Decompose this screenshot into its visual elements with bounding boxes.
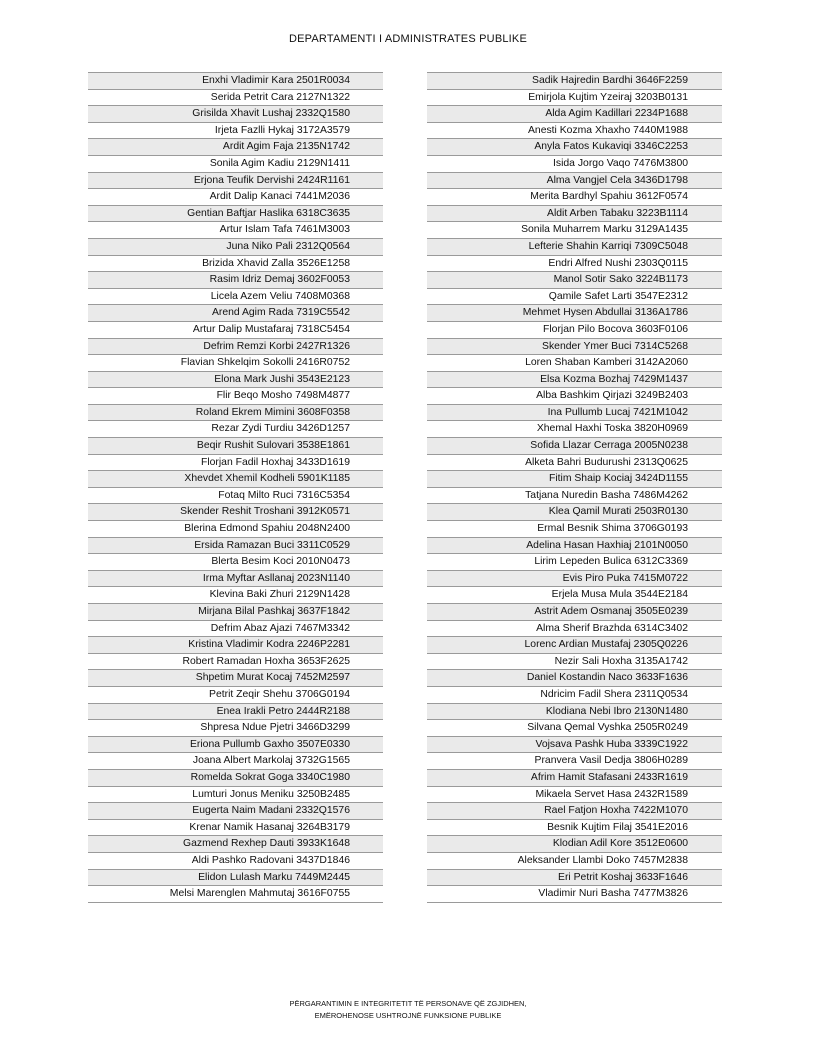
list-item: Klodian Adil Kore 3512E0600 (427, 836, 722, 853)
list-item: Joana Albert Markolaj 3732G1565 (88, 753, 383, 770)
list-item: Eri Petrit Koshaj 3633F1646 (427, 870, 722, 887)
list-item: Klodiana Nebi Ibro 2130N1480 (427, 704, 722, 721)
list-item: Ndricim Fadil Shera 2311Q0534 (427, 687, 722, 704)
list-item: Anesti Kozma Xhaxho 7440M1988 (427, 123, 722, 140)
list-item: Artur Islam Tafa 7461M3003 (88, 222, 383, 239)
list-item: Aldi Pashko Radovani 3437D1846 (88, 853, 383, 870)
list-item: Tatjana Nuredin Basha 7486M4262 (427, 488, 722, 505)
list-item: Erjona Teufik Dervishi 2424R1161 (88, 173, 383, 190)
footer-line-2: EMËROHENOSE USHTROJNË FUNKSIONE PUBLIKE (314, 1011, 502, 1020)
list-item: Elona Mark Jushi 3543E2123 (88, 372, 383, 389)
list-item: Mikaela Servet Hasa 2432R1589 (427, 787, 722, 804)
list-item: Ermal Besnik Shima 3706G0193 (427, 521, 722, 538)
list-item: Endri Alfred Nushi 2303Q0115 (427, 256, 722, 273)
list-item: Mehmet Hysen Abdullai 3136A1786 (427, 305, 722, 322)
list-item: Brizida Xhavid Zalla 3526E1258 (88, 256, 383, 273)
list-item: Evis Piro Puka 7415M0722 (427, 571, 722, 588)
list-item: Beqir Rushit Sulovari 3538E1861 (88, 438, 383, 455)
list-item: Klea Qamil Murati 2503R0130 (427, 504, 722, 521)
list-item: Fotaq Milto Ruci 7316C5354 (88, 488, 383, 505)
list-item: Irma Myftar Asllanaj 2023N1140 (88, 571, 383, 588)
list-item: Rezar Zydi Turdiu 3426D1257 (88, 421, 383, 438)
list-item: Emirjola Kujtim Yzeiraj 3203B0131 (427, 90, 722, 107)
list-item: Merita Bardhyl Spahiu 3612F0574 (427, 189, 722, 206)
list-item: Sofida Llazar Cerraga 2005N0238 (427, 438, 722, 455)
list-item: Ardit Dalip Kanaci 7441M2036 (88, 189, 383, 206)
list-item: Ina Pullumb Lucaj 7421M1042 (427, 405, 722, 422)
list-item: Vojsava Pashk Huba 3339C1922 (427, 737, 722, 754)
list-item: Krenar Namik Hasanaj 3264B3179 (88, 820, 383, 837)
list-item: Arend Agim Rada 7319C5542 (88, 305, 383, 322)
list-item: Aldit Arben Tabaku 3223B1114 (427, 206, 722, 223)
right-name-list (427, 72, 722, 903)
list-item: Erjela Musa Mula 3544E2184 (427, 587, 722, 604)
list-item: Sonila Agim Kadiu 2129N1411 (88, 156, 383, 173)
list-item: Robert Ramadan Hoxha 3653F2625 (88, 654, 383, 671)
list-item: Alba Bashkim Qirjazi 3249B2403 (427, 388, 722, 405)
list-item: Romelda Sokrat Goga 3340C1980 (88, 770, 383, 787)
list-item: Lirim Lepeden Bulica 6312C3369 (427, 554, 722, 571)
list-item: Vladimir Nuri Basha 7477M3826 (427, 886, 722, 903)
list-item: Nezir Sali Hoxha 3135A1742 (427, 654, 722, 671)
list-item: Defrim Remzi Korbi 2427R1326 (88, 339, 383, 356)
list-item: Kristina Vladimir Kodra 2246P2281 (88, 637, 383, 654)
list-item: Anyla Fatos Kukaviqi 3346C2253 (427, 139, 722, 156)
list-item: Lefterie Shahin Karriqi 7309C5048 (427, 239, 722, 256)
list-item: Besnik Kujtim Filaj 3541E2016 (427, 820, 722, 837)
list-item: Irjeta Fazlli Hykaj 3172A3579 (88, 123, 383, 140)
list-item: Mirjana Bilal Pashkaj 3637F1842 (88, 604, 383, 621)
list-item: Alda Agim Kadillari 2234P1688 (427, 106, 722, 123)
list-item: Artur Dalip Mustafaraj 7318C5454 (88, 322, 383, 339)
list-item: Blerina Edmond Spahiu 2048N2400 (88, 521, 383, 538)
page-title: DEPARTAMENTI I ADMINISTRATES PUBLIKE (288, 33, 528, 45)
list-item: Loren Shaban Kamberi 3142A2060 (427, 355, 722, 372)
list-item: Serida Petrit Cara 2127N1322 (88, 90, 383, 107)
list-item: Fitim Shaip Kociaj 3424D1155 (427, 471, 722, 488)
list-item: Enea Irakli Petro 2444R2188 (88, 704, 383, 721)
list-item: Florjan Pilo Bocova 3603F0106 (427, 322, 722, 339)
left-name-list (88, 72, 383, 903)
list-item: Skender Ymer Buci 7314C5268 (427, 339, 722, 356)
list-item: Manol Sotir Sako 3224B1173 (427, 272, 722, 289)
list-item: Rael Fatjon Hoxha 7422M1070 (427, 803, 722, 820)
list-item: Qamile Safet Larti 3547E2312 (427, 289, 722, 306)
list-item: Eriona Pullumb Gaxho 3507E0330 (88, 737, 383, 754)
list-item: Xhevdet Xhemil Kodheli 5901K1185 (88, 471, 383, 488)
list-item: Silvana Qemal Vyshka 2505R0249 (427, 720, 722, 737)
list-item: Astrit Adem Osmanaj 3505E0239 (427, 604, 722, 621)
list-item: Daniel Kostandin Naco 3633F1636 (427, 670, 722, 687)
list-item: Shpresa Ndue Pjetri 3466D3299 (88, 720, 383, 737)
list-item: Lorenc Ardian Mustafaj 2305Q0226 (427, 637, 722, 654)
list-item: Klevina Baki Zhuri 2129N1428 (88, 587, 383, 604)
list-item: Gentian Baftjar Haslika 6318C3635 (88, 206, 383, 223)
list-item: Alma Vangjel Cela 3436D1798 (427, 173, 722, 190)
page-footer (0, 998, 816, 1022)
list-item: Afrim Hamit Stafasani 2433R1619 (427, 770, 722, 787)
list-item: Adelina Hasan Haxhiaj 2101N0050 (427, 538, 722, 555)
list-item: Aleksander Llambi Doko 7457M2838 (427, 853, 722, 870)
list-item: Enxhi Vladimir Kara 2501R0034 (88, 73, 383, 90)
list-item: Grisilda Xhavit Lushaj 2332Q1580 (88, 106, 383, 123)
list-item: Petrit Zeqir Shehu 3706G0194 (88, 687, 383, 704)
list-item: Licela Azem Veliu 7408M0368 (88, 289, 383, 306)
list-item: Isida Jorgo Vaqo 7476M3800 (427, 156, 722, 173)
list-item: Eugerta Naim Madani 2332Q1576 (88, 803, 383, 820)
footer-line-1: PËRGARANTIMIN E INTEGRITETIT TË PERSONAVE QË ZGJIDHEN, (289, 999, 527, 1008)
list-item: Roland Ekrem Mimini 3608F0358 (88, 405, 383, 422)
list-item: Rasim Idriz Demaj 3602F0053 (88, 272, 383, 289)
list-item: Elidon Lulash Marku 7449M2445 (88, 870, 383, 887)
list-item: Alma Sherif Brazhda 6314C3402 (427, 621, 722, 638)
list-item: Juna Niko Pali 2312Q0564 (88, 239, 383, 256)
list-item: Lumturi Jonus Meniku 3250B2485 (88, 787, 383, 804)
list-item: Sadik Hajredin Bardhi 3646F2259 (427, 73, 722, 90)
list-item: Skender Reshit Troshani 3912K0571 (88, 504, 383, 521)
list-item: Xhemal Haxhi Toska 3820H0969 (427, 421, 722, 438)
list-item: Alketa Bahri Budurushi 2313Q0625 (427, 455, 722, 472)
list-item: Ersida Ramazan Buci 3311C0529 (88, 538, 383, 555)
list-item: Pranvera Vasil Dedja 3806H0289 (427, 753, 722, 770)
list-item: Flavian Shkelqim Sokolli 2416R0752 (88, 355, 383, 372)
list-item: Sonila Muharrem Marku 3129A1435 (427, 222, 722, 239)
list-item: Elsa Kozma Bozhaj 7429M1437 (427, 372, 722, 389)
list-item: Shpetim Murat Kocaj 7452M2597 (88, 670, 383, 687)
list-item: Gazmend Rexhep Dauti 3933K1648 (88, 836, 383, 853)
list-item: Ardit Agim Faja 2135N1742 (88, 139, 383, 156)
list-item: Flir Beqo Mosho 7498M4877 (88, 388, 383, 405)
list-item: Florjan Fadil Hoxhaj 3433D1619 (88, 455, 383, 472)
list-item: Blerta Besim Koci 2010N0473 (88, 554, 383, 571)
list-item: Defrim Abaz Ajazi 7467M3342 (88, 621, 383, 638)
list-item: Melsi Marenglen Mahmutaj 3616F0755 (88, 886, 383, 903)
